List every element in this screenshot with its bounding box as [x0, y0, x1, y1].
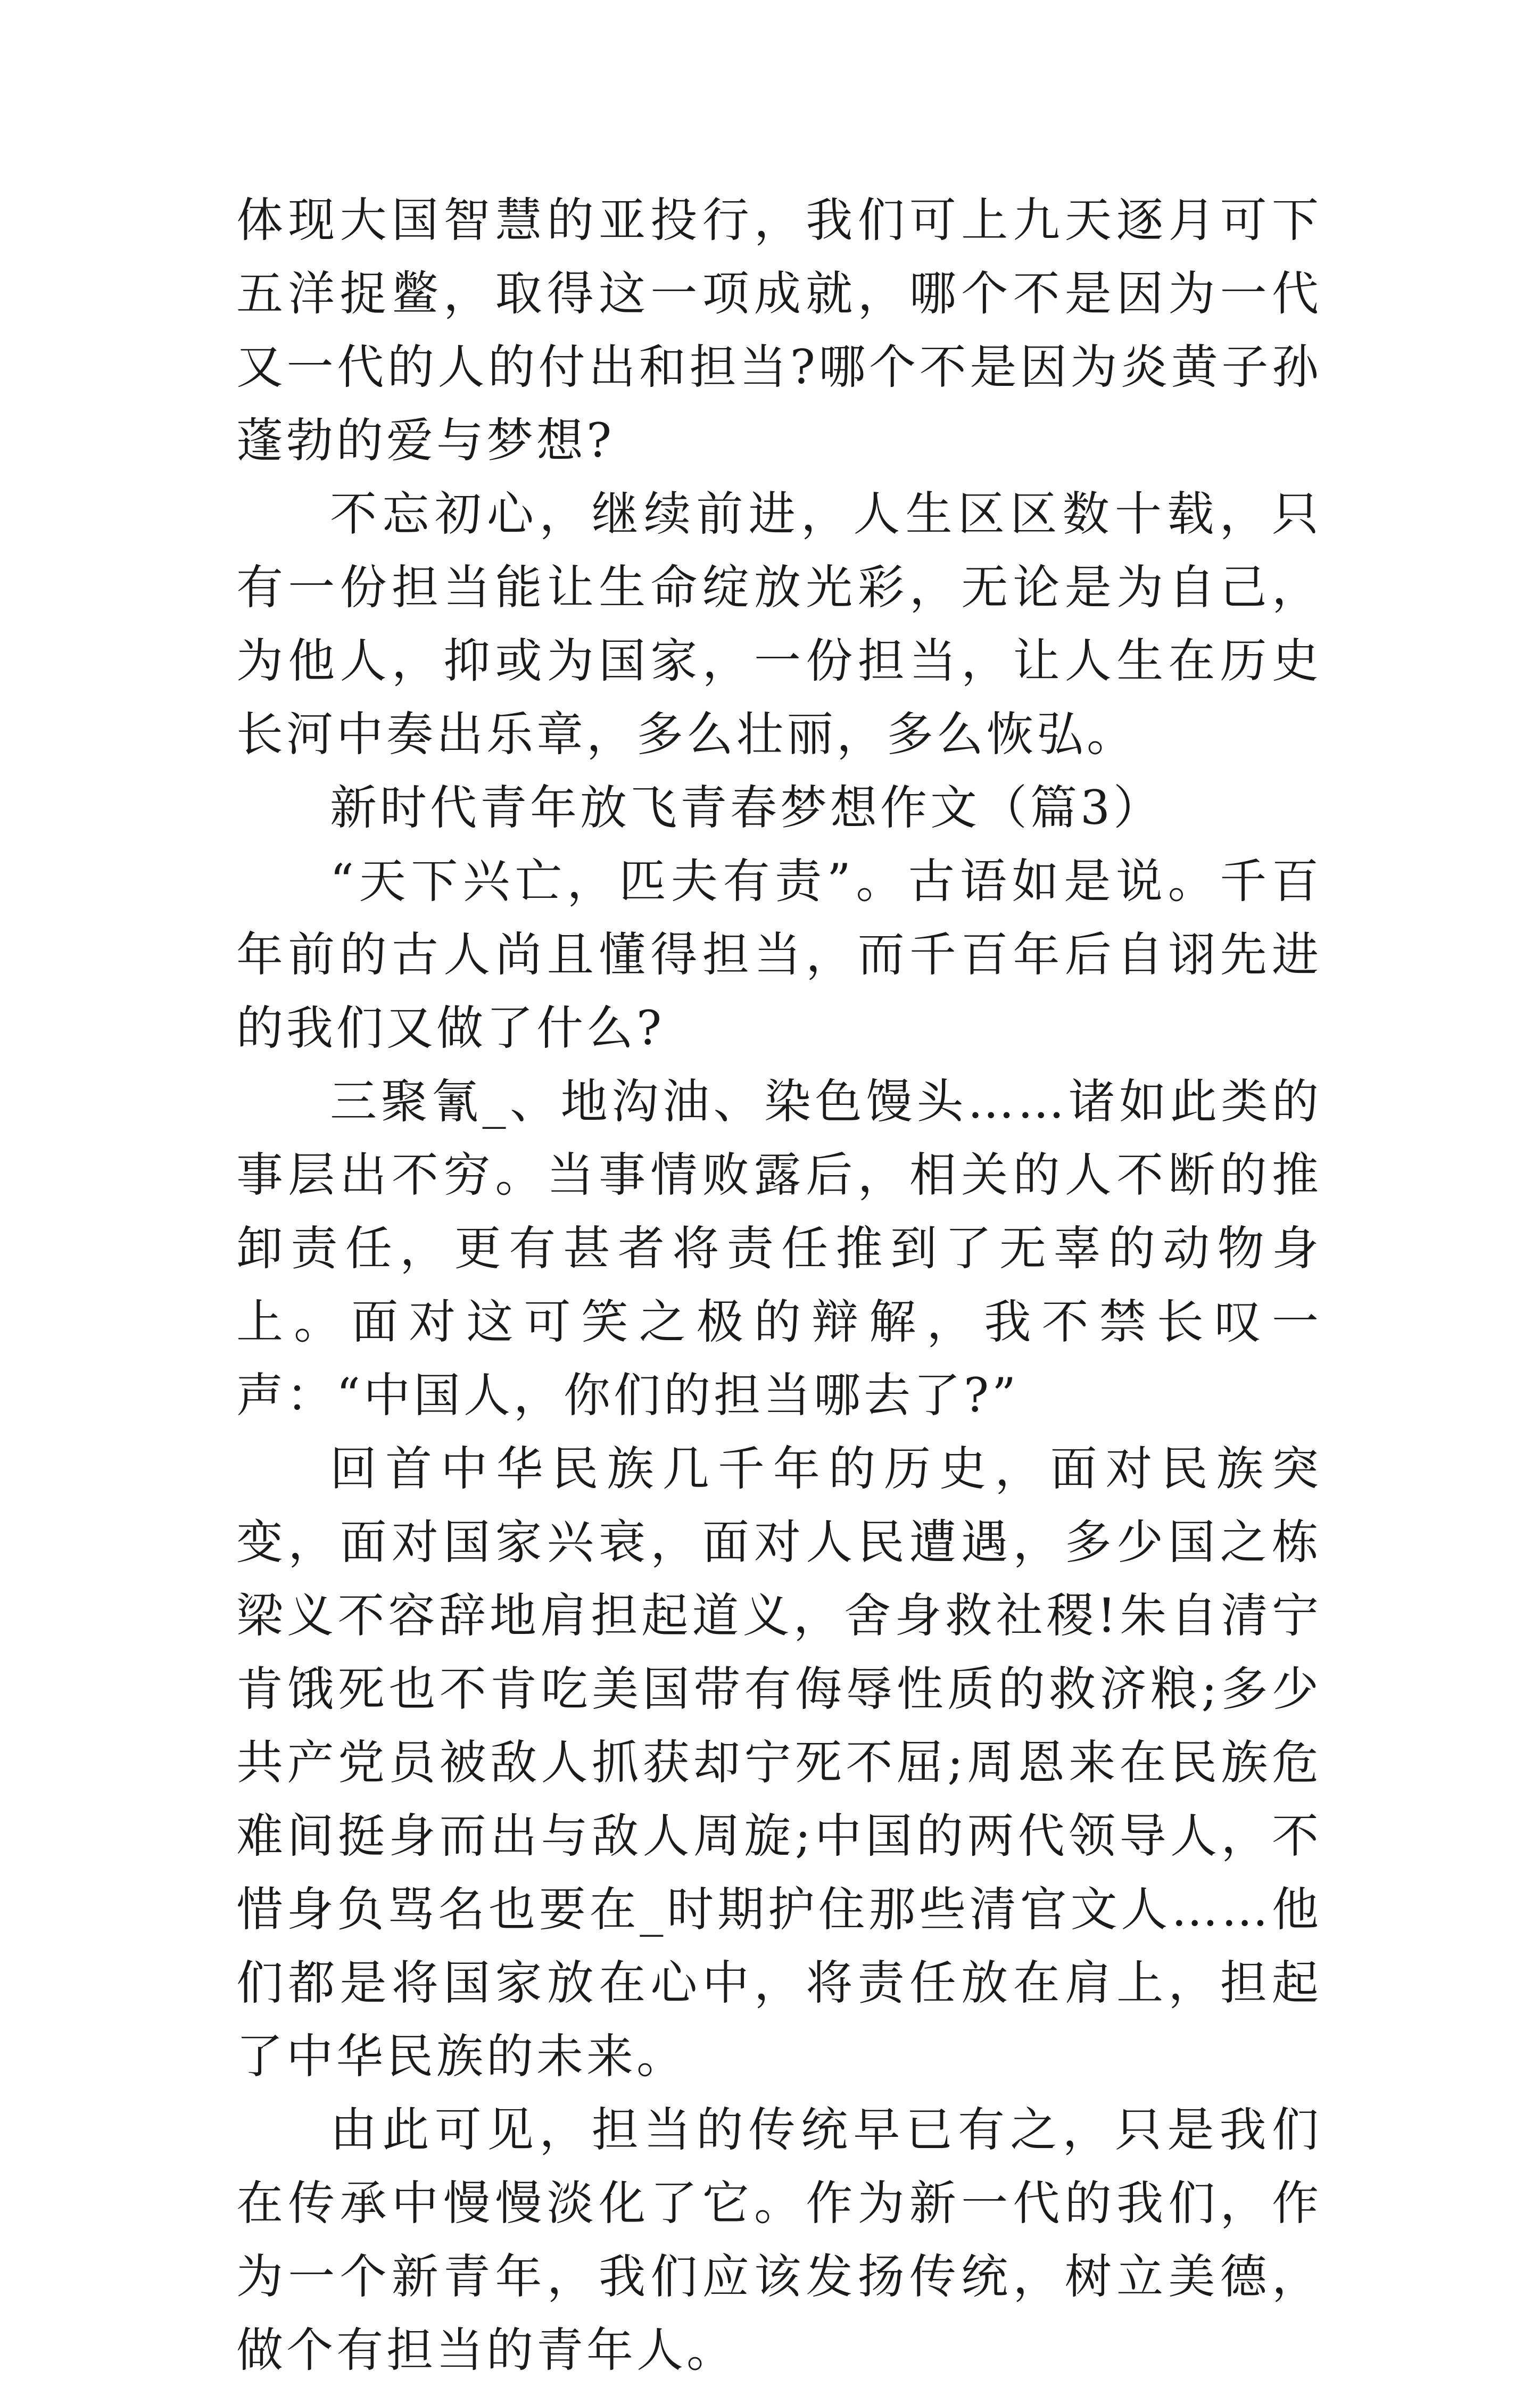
- paragraph: “天下兴亡，匹夫有责”。古语如是说。千百年前的古人尚且懂得担当，而千百年后自诩先进的我们又做了什么?: [236, 854, 1322, 1055]
- section-heading: 新时代青年放飞青春梦想作文（篇3）: [330, 780, 1163, 835]
- paragraph-continued: 体现大国智慧的亚投行，我们可上九天逐月可下五洋捉鳖，取得这一项成就，哪个不是因为一代又一代的人的付出和担当?哪个不是因为炎黄子孙蓬勃的爱与梦想?: [236, 193, 1322, 468]
- paragraph: 不忘初心，继续前进，人生区区数十载，只有一份担当能让生命绽放光彩，无论是为自己，为他人，抑或为国家，一份担当，让人生在历史长河中奏出乐章，多么壮丽，多么恢弘。: [236, 486, 1322, 762]
- paragraph: 由此可见，担当的传统早已有之，只是我们在传承中慢慢淡化了它。作为新一代的我们，作为一个新青年，我们应该发扬传统，树立美德，做个有担当的青年人。: [236, 2102, 1322, 2377]
- paragraph: 三聚氰_、地沟油、染色馒头……诸如此类的事层出不穷。当事情败露后，相关的人不断的推卸责任，更有甚者将责任推到了无辜的动物身上。面对这可笑之极的辩解，我不禁长叹一声：“中国人，你们的担当哪去了?”: [236, 1074, 1322, 1423]
- article-body: [236, 184, 1322, 2387]
- paragraph: 回首中华民族几千年的历史，面对民族突变，面对国家兴衰，面对人民遭遇，多少国之栋梁义不容辞地肩担起道义，舍身救社稷!朱自清宁肯饿死也不肯吃美国带有侮辱性质的救济粮;多少共产党员被敌人抓获却宁死不屈;周恩来在民族危难间挺身而出与敌人周旋;中国的两代领导人，不惜身负骂名也要在_时期护住那些清官文人……他们都是将国家放在心中，将责任放在肩上，担起了中华民族的未来。: [236, 1441, 1322, 2084]
